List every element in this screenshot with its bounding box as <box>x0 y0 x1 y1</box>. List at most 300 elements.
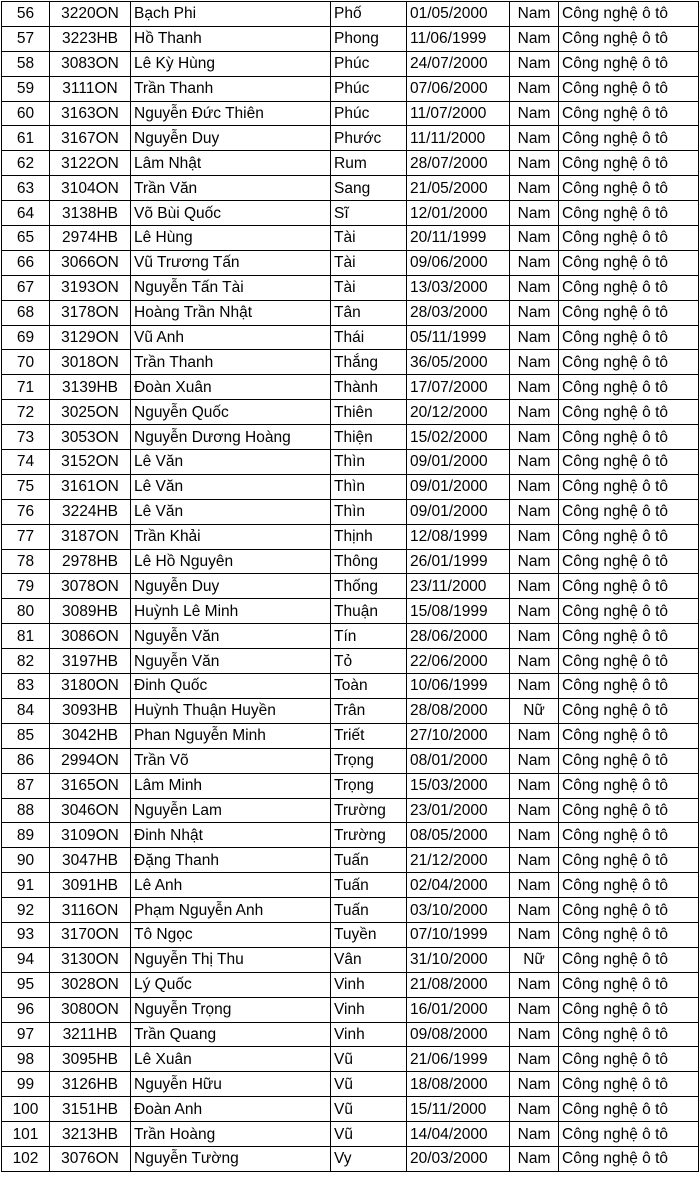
gender-cell: Nam <box>510 474 559 499</box>
family-name-cell: Trần Quang <box>131 1022 331 1047</box>
birth-date-cell: 15/02/2000 <box>407 425 510 450</box>
given-name-cell: Tuyền <box>331 922 407 947</box>
given-name-cell: Tân <box>331 300 407 325</box>
given-name-cell: Tài <box>331 275 407 300</box>
table-row <box>2 51 699 76</box>
row-number-cell: 71 <box>2 375 50 400</box>
gender-cell: Nam <box>510 101 559 126</box>
given-name-cell: Vũ <box>331 1097 407 1122</box>
family-name-cell: Nguyễn Duy <box>131 126 331 151</box>
major-cell: Công nghệ ô tô <box>559 474 699 499</box>
table-row <box>2 947 699 972</box>
table-row <box>2 873 699 898</box>
table-row <box>2 76 699 101</box>
row-number-cell: 102 <box>2 1146 50 1171</box>
birth-date-cell: 09/06/2000 <box>407 250 510 275</box>
family-name-cell: Lâm Minh <box>131 773 331 798</box>
table-row <box>2 499 699 524</box>
row-number-cell: 61 <box>2 126 50 151</box>
row-number-cell: 83 <box>2 674 50 699</box>
birth-date-cell: 27/10/2000 <box>407 723 510 748</box>
gender-cell: Nam <box>510 1047 559 1072</box>
family-name-cell: Nguyễn Hữu <box>131 1072 331 1097</box>
student-code-cell: 3116ON <box>50 898 131 923</box>
table-row <box>2 400 699 425</box>
major-cell: Công nghệ ô tô <box>559 201 699 226</box>
birth-date-cell: 21/06/1999 <box>407 1047 510 1072</box>
gender-cell: Nam <box>510 176 559 201</box>
birth-date-cell: 28/03/2000 <box>407 300 510 325</box>
given-name-cell: Thắng <box>331 350 407 375</box>
major-cell: Công nghệ ô tô <box>559 1122 699 1147</box>
student-code-cell: 3163ON <box>50 101 131 126</box>
row-number-cell: 75 <box>2 474 50 499</box>
table-row <box>2 250 699 275</box>
birth-date-cell: 22/06/2000 <box>407 649 510 674</box>
row-number-cell: 65 <box>2 226 50 251</box>
given-name-cell: Thông <box>331 549 407 574</box>
given-name-cell: Vũ <box>331 1122 407 1147</box>
given-name-cell: Phong <box>331 26 407 51</box>
table-row <box>2 997 699 1022</box>
student-code-cell: 3086ON <box>50 624 131 649</box>
table-row <box>2 922 699 947</box>
given-name-cell: Vinh <box>331 972 407 997</box>
given-name-cell: Thuận <box>331 599 407 624</box>
birth-date-cell: 24/07/2000 <box>407 51 510 76</box>
family-name-cell: Nguyễn Quốc <box>131 400 331 425</box>
row-number-cell: 58 <box>2 51 50 76</box>
student-code-cell: 3080ON <box>50 997 131 1022</box>
row-number-cell: 68 <box>2 300 50 325</box>
family-name-cell: Bạch Phi <box>131 2 331 27</box>
table-row <box>2 151 699 176</box>
family-name-cell: Lê Văn <box>131 499 331 524</box>
row-number-cell: 59 <box>2 76 50 101</box>
given-name-cell: Triết <box>331 723 407 748</box>
given-name-cell: Tín <box>331 624 407 649</box>
birth-date-cell: 11/07/2000 <box>407 101 510 126</box>
gender-cell: Nam <box>510 848 559 873</box>
birth-date-cell: 08/05/2000 <box>407 823 510 848</box>
student-code-cell: 3152ON <box>50 450 131 475</box>
birth-date-cell: 20/12/2000 <box>407 400 510 425</box>
major-cell: Công nghệ ô tô <box>559 798 699 823</box>
row-number-cell: 94 <box>2 947 50 972</box>
major-cell: Công nghệ ô tô <box>559 823 699 848</box>
birth-date-cell: 12/01/2000 <box>407 201 510 226</box>
major-cell: Công nghệ ô tô <box>559 674 699 699</box>
gender-cell: Nam <box>510 997 559 1022</box>
table-row <box>2 2 699 27</box>
given-name-cell: Trọng <box>331 773 407 798</box>
birth-date-cell: 15/08/1999 <box>407 599 510 624</box>
major-cell: Công nghệ ô tô <box>559 325 699 350</box>
birth-date-cell: 21/05/2000 <box>407 176 510 201</box>
table-row <box>2 275 699 300</box>
student-code-cell: 3091HB <box>50 873 131 898</box>
family-name-cell: Lê Hồ Nguyên <box>131 549 331 574</box>
gender-cell: Nam <box>510 599 559 624</box>
student-code-cell: 3129ON <box>50 325 131 350</box>
given-name-cell: Trường <box>331 798 407 823</box>
family-name-cell: Vũ Anh <box>131 325 331 350</box>
gender-cell: Nam <box>510 2 559 27</box>
gender-cell: Nam <box>510 823 559 848</box>
gender-cell: Nam <box>510 76 559 101</box>
family-name-cell: Phan Nguyễn Minh <box>131 723 331 748</box>
student-list-table <box>1 1 699 1172</box>
family-name-cell: Lê Xuân <box>131 1047 331 1072</box>
birth-date-cell: 09/08/2000 <box>407 1022 510 1047</box>
row-number-cell: 76 <box>2 499 50 524</box>
table-row <box>2 101 699 126</box>
birth-date-cell: 11/11/2000 <box>407 126 510 151</box>
gender-cell: Nam <box>510 1122 559 1147</box>
gender-cell: Nam <box>510 524 559 549</box>
birth-date-cell: 07/06/2000 <box>407 76 510 101</box>
table-row <box>2 450 699 475</box>
gender-cell: Nam <box>510 375 559 400</box>
row-number-cell: 72 <box>2 400 50 425</box>
table-row <box>2 748 699 773</box>
student-code-cell: 3139HB <box>50 375 131 400</box>
row-number-cell: 90 <box>2 848 50 873</box>
row-number-cell: 85 <box>2 723 50 748</box>
major-cell: Công nghệ ô tô <box>559 574 699 599</box>
major-cell: Công nghệ ô tô <box>559 549 699 574</box>
family-name-cell: Lê Kỳ Hùng <box>131 51 331 76</box>
major-cell: Công nghệ ô tô <box>559 748 699 773</box>
row-number-cell: 69 <box>2 325 50 350</box>
given-name-cell: Thịnh <box>331 524 407 549</box>
table-row <box>2 425 699 450</box>
given-name-cell: Thiên <box>331 400 407 425</box>
table-row <box>2 972 699 997</box>
student-code-cell: 3224HB <box>50 499 131 524</box>
family-name-cell: Võ Bùi Quốc <box>131 201 331 226</box>
row-number-cell: 88 <box>2 798 50 823</box>
family-name-cell: Đinh Nhật <box>131 823 331 848</box>
family-name-cell: Nguyễn Đức Thiên <box>131 101 331 126</box>
table-row <box>2 848 699 873</box>
given-name-cell: Sang <box>331 176 407 201</box>
major-cell: Công nghệ ô tô <box>559 1097 699 1122</box>
family-name-cell: Hoàng Trần Nhật <box>131 300 331 325</box>
birth-date-cell: 18/08/2000 <box>407 1072 510 1097</box>
table-row <box>2 674 699 699</box>
gender-cell: Nam <box>510 723 559 748</box>
gender-cell: Nam <box>510 499 559 524</box>
gender-cell: Nam <box>510 425 559 450</box>
birth-date-cell: 09/01/2000 <box>407 450 510 475</box>
major-cell: Công nghệ ô tô <box>559 425 699 450</box>
table-row <box>2 201 699 226</box>
row-number-cell: 66 <box>2 250 50 275</box>
student-code-cell: 3122ON <box>50 151 131 176</box>
row-number-cell: 96 <box>2 997 50 1022</box>
birth-date-cell: 05/11/1999 <box>407 325 510 350</box>
student-code-cell: 3211HB <box>50 1022 131 1047</box>
birth-date-cell: 11/06/1999 <box>407 26 510 51</box>
gender-cell: Nam <box>510 151 559 176</box>
family-name-cell: Nguyễn Dương Hoàng <box>131 425 331 450</box>
given-name-cell: Thìn <box>331 499 407 524</box>
given-name-cell: Trường <box>331 823 407 848</box>
row-number-cell: 93 <box>2 922 50 947</box>
given-name-cell: Phúc <box>331 76 407 101</box>
row-number-cell: 62 <box>2 151 50 176</box>
gender-cell: Nam <box>510 1072 559 1097</box>
major-cell: Công nghệ ô tô <box>559 997 699 1022</box>
given-name-cell: Phố <box>331 2 407 27</box>
family-name-cell: Hồ Thanh <box>131 26 331 51</box>
major-cell: Công nghệ ô tô <box>559 101 699 126</box>
table-row <box>2 624 699 649</box>
family-name-cell: Lê Hùng <box>131 226 331 251</box>
given-name-cell: Thành <box>331 375 407 400</box>
family-name-cell: Nguyễn Trọng <box>131 997 331 1022</box>
gender-cell: Nam <box>510 574 559 599</box>
major-cell: Công nghệ ô tô <box>559 972 699 997</box>
family-name-cell: Lê Văn <box>131 450 331 475</box>
gender-cell: Nam <box>510 549 559 574</box>
given-name-cell: Vũ <box>331 1047 407 1072</box>
family-name-cell: Lý Quốc <box>131 972 331 997</box>
student-code-cell: 3223HB <box>50 26 131 51</box>
given-name-cell: Tài <box>331 226 407 251</box>
row-number-cell: 56 <box>2 2 50 27</box>
given-name-cell: Sĩ <box>331 201 407 226</box>
birth-date-cell: 26/01/1999 <box>407 549 510 574</box>
major-cell: Công nghệ ô tô <box>559 898 699 923</box>
birth-date-cell: 28/06/2000 <box>407 624 510 649</box>
row-number-cell: 87 <box>2 773 50 798</box>
row-number-cell: 84 <box>2 698 50 723</box>
row-number-cell: 82 <box>2 649 50 674</box>
table-row <box>2 599 699 624</box>
given-name-cell: Tỏ <box>331 649 407 674</box>
table-row <box>2 549 699 574</box>
given-name-cell: Thái <box>331 325 407 350</box>
row-number-cell: 91 <box>2 873 50 898</box>
row-number-cell: 79 <box>2 574 50 599</box>
birth-date-cell: 16/01/2000 <box>407 997 510 1022</box>
major-cell: Công nghệ ô tô <box>559 151 699 176</box>
birth-date-cell: 10/06/1999 <box>407 674 510 699</box>
family-name-cell: Đoàn Anh <box>131 1097 331 1122</box>
family-name-cell: Lâm Nhật <box>131 151 331 176</box>
given-name-cell: Thìn <box>331 474 407 499</box>
gender-cell: Nữ <box>510 947 559 972</box>
student-code-cell: 3130ON <box>50 947 131 972</box>
family-name-cell: Nguyễn Lam <box>131 798 331 823</box>
major-cell: Công nghệ ô tô <box>559 350 699 375</box>
given-name-cell: Tuấn <box>331 848 407 873</box>
major-cell: Công nghệ ô tô <box>559 275 699 300</box>
student-code-cell: 3170ON <box>50 922 131 947</box>
given-name-cell: Vân <box>331 947 407 972</box>
major-cell: Công nghệ ô tô <box>559 375 699 400</box>
table-row <box>2 176 699 201</box>
birth-date-cell: 03/10/2000 <box>407 898 510 923</box>
given-name-cell: Trọng <box>331 748 407 773</box>
table-row <box>2 1072 699 1097</box>
family-name-cell: Tô Ngọc <box>131 922 331 947</box>
given-name-cell: Vinh <box>331 997 407 1022</box>
gender-cell: Nam <box>510 300 559 325</box>
major-cell: Công nghệ ô tô <box>559 499 699 524</box>
family-name-cell: Trần Hoàng <box>131 1122 331 1147</box>
row-number-cell: 101 <box>2 1122 50 1147</box>
family-name-cell: Nguyễn Duy <box>131 574 331 599</box>
student-code-cell: 3187ON <box>50 524 131 549</box>
gender-cell: Nam <box>510 898 559 923</box>
major-cell: Công nghệ ô tô <box>559 1047 699 1072</box>
birth-date-cell: 23/11/2000 <box>407 574 510 599</box>
given-name-cell: Phúc <box>331 101 407 126</box>
major-cell: Công nghệ ô tô <box>559 250 699 275</box>
gender-cell: Nam <box>510 649 559 674</box>
student-code-cell: 3018ON <box>50 350 131 375</box>
student-code-cell: 3095HB <box>50 1047 131 1072</box>
student-code-cell: 3167ON <box>50 126 131 151</box>
major-cell: Công nghệ ô tô <box>559 176 699 201</box>
gender-cell: Nam <box>510 972 559 997</box>
birth-date-cell: 15/03/2000 <box>407 773 510 798</box>
table-row <box>2 325 699 350</box>
major-cell: Công nghệ ô tô <box>559 226 699 251</box>
family-name-cell: Lê Anh <box>131 873 331 898</box>
major-cell: Công nghệ ô tô <box>559 51 699 76</box>
row-number-cell: 89 <box>2 823 50 848</box>
birth-date-cell: 21/12/2000 <box>407 848 510 873</box>
row-number-cell: 97 <box>2 1022 50 1047</box>
student-code-cell: 3178ON <box>50 300 131 325</box>
birth-date-cell: 31/10/2000 <box>407 947 510 972</box>
table-row <box>2 474 699 499</box>
birth-date-cell: 12/08/1999 <box>407 524 510 549</box>
major-cell: Công nghệ ô tô <box>559 873 699 898</box>
student-code-cell: 3042HB <box>50 723 131 748</box>
family-name-cell: Nguyễn Thị Thu <box>131 947 331 972</box>
family-name-cell: Nguyễn Tường <box>131 1146 331 1171</box>
student-code-cell: 3078ON <box>50 574 131 599</box>
table-row <box>2 26 699 51</box>
row-number-cell: 73 <box>2 425 50 450</box>
table-row <box>2 574 699 599</box>
student-code-cell: 3089HB <box>50 599 131 624</box>
gender-cell: Nam <box>510 674 559 699</box>
gender-cell: Nam <box>510 450 559 475</box>
family-name-cell: Trần Võ <box>131 748 331 773</box>
row-number-cell: 86 <box>2 748 50 773</box>
family-name-cell: Trần Thanh <box>131 76 331 101</box>
birth-date-cell: 23/01/2000 <box>407 798 510 823</box>
student-code-cell: 3066ON <box>50 250 131 275</box>
given-name-cell: Vy <box>331 1146 407 1171</box>
major-cell: Công nghệ ô tô <box>559 1146 699 1171</box>
birth-date-cell: 21/08/2000 <box>407 972 510 997</box>
table-row <box>2 1097 699 1122</box>
major-cell: Công nghệ ô tô <box>559 599 699 624</box>
gender-cell: Nam <box>510 400 559 425</box>
birth-date-cell: 28/08/2000 <box>407 698 510 723</box>
gender-cell: Nam <box>510 275 559 300</box>
row-number-cell: 77 <box>2 524 50 549</box>
row-number-cell: 70 <box>2 350 50 375</box>
birth-date-cell: 15/11/2000 <box>407 1097 510 1122</box>
given-name-cell: Thiện <box>331 425 407 450</box>
gender-cell: Nam <box>510 1022 559 1047</box>
student-code-cell: 3151HB <box>50 1097 131 1122</box>
major-cell: Công nghệ ô tô <box>559 524 699 549</box>
given-name-cell: Phước <box>331 126 407 151</box>
table-row <box>2 350 699 375</box>
gender-cell: Nam <box>510 250 559 275</box>
given-name-cell: Thống <box>331 574 407 599</box>
table-row <box>2 126 699 151</box>
birth-date-cell: 28/07/2000 <box>407 151 510 176</box>
student-code-cell: 3025ON <box>50 400 131 425</box>
table-row <box>2 1146 699 1171</box>
row-number-cell: 74 <box>2 450 50 475</box>
student-code-cell: 3197HB <box>50 649 131 674</box>
birth-date-cell: 01/05/2000 <box>407 2 510 27</box>
table-row <box>2 823 699 848</box>
gender-cell: Nam <box>510 1146 559 1171</box>
gender-cell: Nam <box>510 201 559 226</box>
row-number-cell: 63 <box>2 176 50 201</box>
student-code-cell: 3213HB <box>50 1122 131 1147</box>
given-name-cell: Tuấn <box>331 873 407 898</box>
row-number-cell: 81 <box>2 624 50 649</box>
gender-cell: Nam <box>510 26 559 51</box>
student-code-cell: 3138HB <box>50 201 131 226</box>
given-name-cell: Toàn <box>331 674 407 699</box>
student-code-cell: 3161ON <box>50 474 131 499</box>
student-code-cell: 2974HB <box>50 226 131 251</box>
gender-cell: Nam <box>510 798 559 823</box>
gender-cell: Nam <box>510 922 559 947</box>
student-code-cell: 3083ON <box>50 51 131 76</box>
table-row <box>2 300 699 325</box>
given-name-cell: Phúc <box>331 51 407 76</box>
student-code-cell: 3076ON <box>50 1146 131 1171</box>
table-row <box>2 524 699 549</box>
birth-date-cell: 08/01/2000 <box>407 748 510 773</box>
major-cell: Công nghệ ô tô <box>559 922 699 947</box>
student-code-cell: 3047HB <box>50 848 131 873</box>
table-row <box>2 1022 699 1047</box>
major-cell: Công nghệ ô tô <box>559 773 699 798</box>
birth-date-cell: 20/11/1999 <box>407 226 510 251</box>
major-cell: Công nghệ ô tô <box>559 624 699 649</box>
row-number-cell: 64 <box>2 201 50 226</box>
table-row <box>2 773 699 798</box>
row-number-cell: 57 <box>2 26 50 51</box>
major-cell: Công nghệ ô tô <box>559 947 699 972</box>
student-code-cell: 3126HB <box>50 1072 131 1097</box>
given-name-cell: Vũ <box>331 1072 407 1097</box>
birth-date-cell: 13/03/2000 <box>407 275 510 300</box>
gender-cell: Nam <box>510 624 559 649</box>
table-row <box>2 898 699 923</box>
birth-date-cell: 36/05/2000 <box>407 350 510 375</box>
student-code-cell: 3053ON <box>50 425 131 450</box>
table-row <box>2 723 699 748</box>
student-code-cell: 3180ON <box>50 674 131 699</box>
